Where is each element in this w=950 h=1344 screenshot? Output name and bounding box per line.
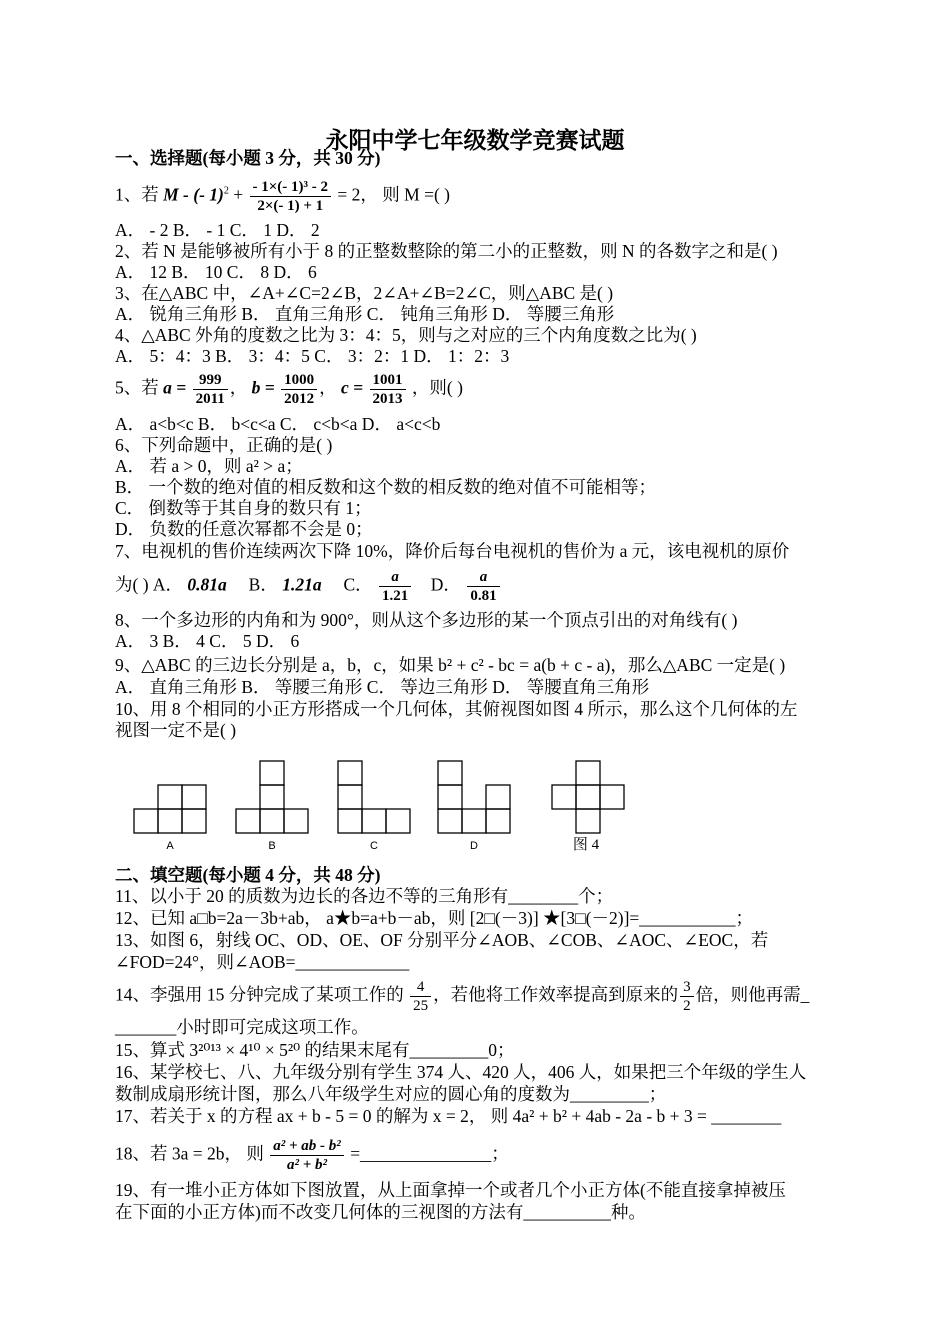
q7-c-fraction [379, 568, 411, 605]
q7-d-den: 0.81 [470, 588, 497, 604]
question-13-line-2: ∠FOD=24°，则∠AOB=_____________ [115, 952, 410, 972]
q14-f1-den: 25 [413, 998, 429, 1014]
q7-b-value: 1.21a [282, 574, 322, 595]
question-9: 9、△ABC 的三边长分别是 a，b，c，如果 b² + c² - bc = a(b + c - a)，那么△ABC 一定是( ) [115, 655, 786, 675]
q7-a-value: 0.81a [187, 574, 227, 595]
question-6: 6、下列命题中，正确的是( ) [115, 435, 333, 455]
q1-options: A． - 2 B． - 1 C． 1 D． 2 [115, 220, 320, 240]
q18-den: a² + b² [287, 1157, 328, 1173]
q5-a-num: 999 [193, 371, 228, 390]
question-10-line-1: 10、用 8 个相同的小正方形搭成一个几何体，其俯视图如图 4 所示，那么这个几何体的左 [115, 699, 798, 719]
figure-b [236, 761, 308, 833]
question-1 [115, 178, 450, 215]
q5-prefix: 5、若 [115, 377, 159, 398]
question-15: 15、算式 3²⁰¹³ × 4¹⁰ × 5²⁰ 的结果末尾有_________0； [115, 1040, 515, 1060]
question-13-line-1: 13、如图 6，射线 OC、OD、OE、OF 分别平分∠AOB、∠COB、∠AOC、∠EOC，若 [115, 930, 769, 950]
q14-f1-num: 4 [410, 978, 431, 997]
q2-options: A． 12 B． 10 C． 8 D． 6 [115, 262, 317, 282]
q7-prefix: 为( ) A． [115, 574, 184, 595]
q14-mid: ，若他将工作效率提高到原来的 [433, 984, 679, 1005]
q5-c-label: c = [341, 377, 364, 398]
section-1-heading: 一、选择题(每小题 3 分，共 30 分) [115, 148, 381, 168]
q18-tail: =_______________； [350, 1143, 509, 1164]
q5-options: A． a<b<c B． b<c<a C． c<b<a D． a<c<b [115, 414, 441, 434]
q6-option-a: A． 若 a > 0，则 a² > a； [115, 456, 303, 476]
figure-4-label: 图 4 [572, 837, 600, 853]
figure-a [134, 785, 206, 833]
question-16-line-1: 16、某学校七、八、九年级分别有学生 374 人、420 人，406 人，如果把三个年级的学生人 [115, 1062, 807, 1082]
q1-plus: + [233, 184, 244, 205]
question-14 [115, 978, 809, 1015]
question-10-line-2: 视图一定不是( ) [115, 720, 237, 740]
q7-c-num: a [379, 568, 411, 587]
q14-f2-num: 3 [680, 978, 694, 997]
question-16-line-2: 数制成扇形统计图，那么八年级学生对应的圆心角的度数为_________； [115, 1084, 667, 1104]
q1-frac-den: 2×(- 1) + 1 [257, 198, 324, 214]
q1-tail: = 2， 则 M =( ) [337, 184, 450, 205]
q8-options: A． 3 B． 4 C． 5 D． 6 [115, 631, 300, 651]
q1-exp: 2 [223, 185, 229, 197]
question-17: 17、若关于 x 的方程 ax + b - 5 = 0 的解为 x = 2， 则 4a² + b² + 4ab - 2a - b + 3 = ________ [115, 1106, 782, 1126]
section-2-heading: 二、填空题(每小题 4 分，共 48 分) [115, 865, 381, 885]
q1-expr: M - (- 1) [163, 184, 224, 205]
question-12: 12、已知 a□b=2a－3b+ab， a★b=a+b－ab，则 [2□(－3)] ★[3□(－2)]=___________； [115, 908, 754, 928]
q5-a-fraction [193, 371, 228, 408]
q7-c-label: C． [343, 574, 373, 595]
q5-b-num: 1000 [281, 371, 317, 390]
q7-d-num: a [467, 568, 499, 587]
question-5: 5、若 a = $\frac{999}{2011}$ ， b = $\frac{1000}{2012}$ ， c = $\frac{1001}{2013}$ ，则( ) [115, 372, 463, 407]
q5-a-den: 2011 [195, 391, 225, 407]
figure-label-d: D [470, 840, 478, 852]
question-2: 2、若 N 是能够被所有小于 8 的正整数整除的第二小的正整数，则 N 的各数字之和是( ) [115, 241, 778, 261]
q1-frac-num: - 1×(- 1)³ - 2 [250, 178, 332, 197]
q14-fraction-2 [680, 978, 694, 1015]
figure-c [338, 761, 410, 833]
q14-fraction-1 [410, 978, 431, 1015]
question-19-line-2: 在下面的小正方体)而不改变几何体的三视图的方法有__________种。 [115, 1202, 646, 1222]
q7-c-den: 1.21 [382, 588, 409, 604]
q5-b-label: b = [251, 377, 275, 398]
q6-option-c: C． 倒数等于其自身的数只有 1； [115, 498, 372, 518]
q5-c-den: 2013 [372, 391, 403, 407]
q18-num: a² + ab - b² [270, 1137, 344, 1156]
figure-label-c: C [370, 840, 378, 852]
q5-b-den: 2012 [284, 391, 315, 407]
q5-tail: ，则( ) [411, 377, 463, 398]
figure-d [438, 761, 510, 833]
q14-prefix: 14、李强用 15 分钟完成了某项工作的 [115, 984, 404, 1005]
question-18 [115, 1137, 509, 1174]
q18-prefix: 18、若 3a = 2b， 则 [115, 1143, 264, 1164]
q7-options [115, 568, 502, 605]
question-11: 11、以小于 20 的质数为边长的各边不等的三角形有________个； [115, 886, 614, 906]
page-title: 永阳中学七年级数学竞赛试题 [325, 128, 625, 153]
q7-d-label: D． [430, 574, 461, 595]
q5-b-fraction [281, 371, 317, 408]
q1-prefix: 1、若 [115, 184, 159, 205]
figure-label-b: B [268, 840, 276, 852]
q4-options: A． 5：4：3 B． 3：4：5 C． 3：2：1 D． 1：2：3 [115, 346, 510, 366]
q3-options: A． 锐角三角形 B． 直角三角形 C． 钝角三角形 D． 等腰三角形 [115, 304, 615, 324]
q1-fraction [250, 178, 332, 215]
figure-4-top-view [552, 761, 624, 833]
q9-options: A． 直角三角形 B． 等腰三角形 C． 等边三角形 D． 等腰直角三角形 [115, 677, 650, 697]
q6-option-b: B． 一个数的绝对值的相反数和这个数的相反数的绝对值不可能相等； [115, 477, 657, 497]
q5-c-num: 1001 [370, 371, 406, 390]
q18-fraction [270, 1137, 344, 1174]
q6-option-d: D． 负数的任意次幂都不会是 0； [115, 519, 373, 539]
q5-c-fraction [370, 371, 406, 408]
figure-4 [130, 757, 650, 857]
question-4: 4、△ABC 外角的度数之比为 3：4：5，则与之对应的三个内角度数之比为( ) [115, 325, 697, 345]
question-3: 3、在△ABC 中，∠A+∠C=2∠B，2∠A+∠B=2∠C，则△ABC 是( ) [115, 283, 614, 303]
q7-d-fraction [467, 568, 499, 605]
q14-f2-den: 2 [683, 998, 691, 1014]
question-7: 7、电视机的售价连续两次下降 10%，降价后每台电视机的售价为 a 元，该电视机的原价 [115, 541, 790, 561]
figure-label-a: A [166, 840, 174, 852]
q5-a-label: a = [163, 377, 187, 398]
q7-b-label: B． [248, 574, 278, 595]
question-19-line-1: 19、有一堆小正方体如下图放置，从上面拿掉一个或者几个小正方体(不能直接拿掉被压 [115, 1180, 786, 1200]
question-8: 8、一个多边形的内角和为 900°，则从这个多边形的某一个顶点引出的对角线有( ) [115, 610, 738, 630]
q14-tail: 倍，则他再需_ [695, 984, 810, 1005]
question-14-line-2: _______小时即可完成这项工作。 [115, 1017, 369, 1037]
